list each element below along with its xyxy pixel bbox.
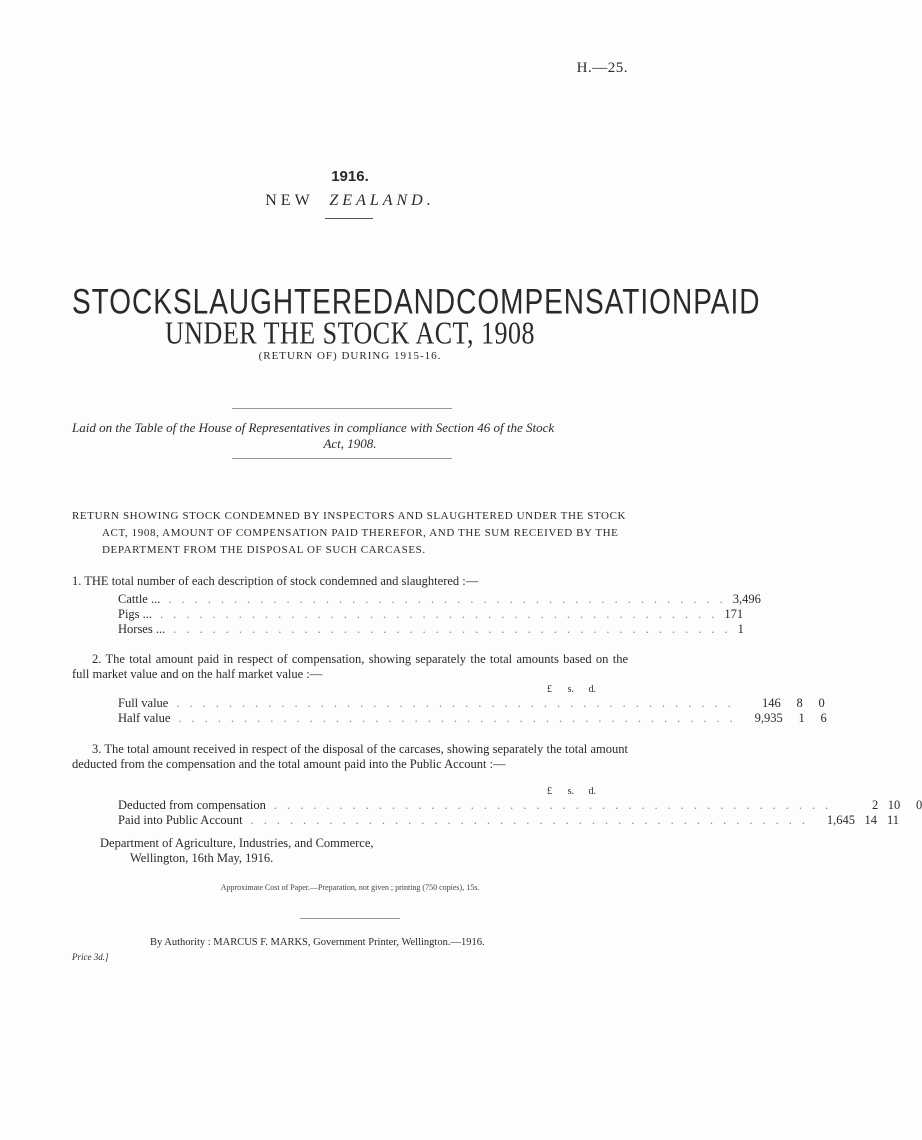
return-heading — [72, 508, 628, 559]
currency-shillings: s. — [567, 684, 574, 695]
section-2-text: 2. The total amount paid in respect of compensation, showing separately the total amounts based on the full market value and on the half market value :— — [72, 652, 628, 681]
laid-on-table-line-1: Laid on the Table of the House of Representatives in compliance with Section 46 of the Stock — [72, 420, 555, 435]
laid-on-table-line-2: Act, 1908. — [323, 436, 377, 451]
amount-pence: 0 — [916, 798, 922, 812]
carcase-label: Deducted from compensation — [118, 798, 266, 812]
compensation-row-full — [118, 696, 825, 711]
currency-header — [512, 684, 596, 695]
amount-pounds: 2 — [872, 798, 879, 812]
department-line-2: Wellington, 16th May, 1916. — [130, 851, 274, 865]
leader-dots: ........................................... — [168, 592, 733, 606]
leader-dots: ........................................... — [160, 607, 725, 621]
divider-lower — [232, 458, 452, 459]
stock-label: Pigs ... — [118, 607, 153, 621]
title-word: PAID — [693, 282, 761, 321]
leader-dots: ........................................... — [273, 798, 839, 812]
title-word: COMPENSATION — [456, 282, 694, 321]
title-line-2: UNDER THE STOCK ACT, 1908 — [164, 316, 536, 351]
country-word-zealand: ZEALAND. — [329, 192, 435, 209]
document-year: 1916. — [331, 168, 369, 185]
stock-row-pigs — [118, 607, 744, 622]
return-heading-line-3: DEPARTMENT FROM THE DISPOSAL OF SUCH CARCASES. — [102, 544, 426, 556]
amount-shillings: 10 — [887, 798, 901, 812]
divider-footer — [300, 918, 400, 919]
carcase-label: Paid into Public Account — [118, 813, 243, 827]
compensation-row-half — [118, 711, 827, 726]
compensation-label: Half value — [118, 711, 171, 725]
section-3-text: 3. The total amount received in respect of the disposal of the carcases, showing separately the total amount deducted from the compensation and the total amount paid into the Public Account :— — [72, 742, 628, 771]
amount-shillings: 1 — [798, 711, 805, 725]
currency-header — [512, 786, 596, 797]
leader-dots: ........................................... — [173, 622, 738, 636]
printer-authority: By Authority : MARCUS F. MARKS, Government Printer, Wellington.—1916. — [150, 937, 485, 948]
amount-shillings: 14 — [864, 813, 878, 827]
title-word: SLAUGHTERED — [172, 282, 394, 321]
price-note: Price 3d.] — [72, 952, 109, 962]
currency-pence: d. — [588, 684, 596, 695]
return-heading-line-1: RETURN SHOWING STOCK CONDEMNED BY INSPECTORS AND SLAUGHTERED UNDER THE STOCK — [72, 510, 627, 522]
section-1-heading: 1. THE total number of each description of stock condemned and slaughtered :— — [72, 574, 479, 588]
stock-count: 1 — [737, 622, 744, 636]
amount-pence: 6 — [820, 711, 827, 725]
amount — [815, 813, 899, 828]
country-word-new: NEW — [265, 192, 314, 209]
return-heading-line-2: ACT, 1908, AMOUNT OF COMPENSATION PAID THEREFOR, AND THE SUM RECEIVED BY THE — [102, 527, 619, 539]
amount-pence: 0 — [818, 696, 825, 710]
divider-upper — [232, 408, 452, 409]
stock-count: 171 — [724, 607, 744, 621]
amount-pounds: 146 — [761, 696, 781, 710]
currency-pounds: £ — [547, 684, 552, 695]
title-line-3: (RETURN OF) DURING 1915-16. — [258, 350, 442, 362]
document-reference: H.—25. — [576, 60, 628, 76]
department-line-1: Department of Agriculture, Industries, and Commerce, — [100, 836, 374, 850]
title-word: STOCK — [72, 282, 173, 321]
leader-dots: ........................................... — [250, 813, 816, 827]
cost-of-paper-note: Approximate Cost of Paper.—Preparation, not given ; printing (750 copies), 15s. — [220, 883, 480, 892]
stock-row-horses — [118, 622, 744, 637]
amount-pence: 11 — [886, 813, 900, 827]
compensation-label: Full value — [118, 696, 169, 710]
country-heading — [0, 192, 700, 210]
department-signature — [100, 836, 374, 866]
amount-pounds: 1,645 — [826, 813, 856, 827]
title-word: AND — [394, 282, 457, 321]
currency-pounds: £ — [547, 786, 552, 797]
stock-row-cattle — [118, 592, 761, 607]
carcase-row-public-account — [118, 813, 900, 828]
stock-label: Horses ... — [118, 622, 166, 636]
stock-count: 3,496 — [732, 592, 761, 606]
amount — [838, 798, 922, 813]
currency-shillings: s. — [567, 786, 574, 797]
currency-pence: d. — [588, 786, 596, 797]
stock-label: Cattle ... — [118, 592, 161, 606]
leader-dots: ........................................... — [178, 711, 743, 725]
amount-shillings: 8 — [796, 696, 803, 710]
amount-pounds: 9,935 — [754, 711, 783, 725]
divider-short — [325, 218, 373, 219]
leader-dots: ........................................... — [176, 696, 741, 710]
amount — [743, 711, 827, 726]
carcase-row-deducted — [118, 798, 922, 813]
amount — [741, 696, 825, 711]
